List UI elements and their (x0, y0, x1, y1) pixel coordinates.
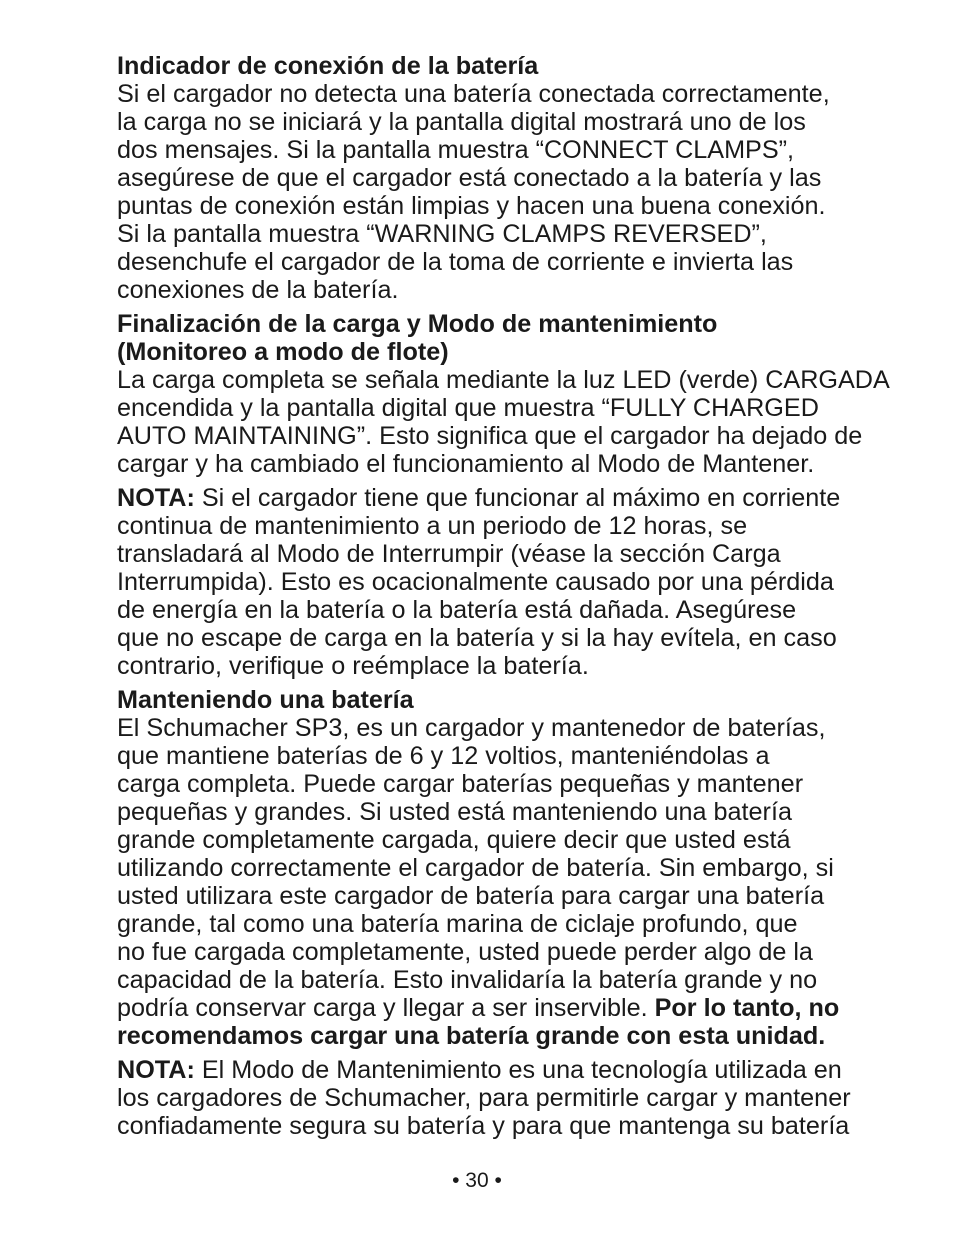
paragraph-line: utilizando correctamente el cargador de batería. Sin embargo, si (117, 854, 834, 882)
section-heading: Indicador de conexión de la batería (117, 52, 539, 80)
paragraph-line: que no escape de carga en la batería y si la hay evítela, en caso (117, 624, 837, 652)
paragraph-line: que mantiene baterías de 6 y 12 voltios, manteniéndolas a (117, 742, 770, 770)
note-first-line (117, 484, 917, 512)
note-maintenance-mode (117, 1056, 917, 1140)
paragraph-line: cargar y ha cambiado el funcionamiento al Modo de Mantener. (117, 450, 815, 478)
paragraph-line: no fue cargada completamente, usted puede perder algo de la (117, 938, 813, 966)
note-interrupt-mode (117, 484, 917, 680)
paragraph-line: los cargadores de Schumacher, para permitirle cargar y mantener (117, 1084, 851, 1112)
paragraph-line: pequeñas y grandes. Si usted está manteniendo una batería (117, 798, 792, 826)
paragraph-line: El Schumacher SP3, es un cargador y mantenedor de baterías, (117, 714, 826, 742)
note-text: El Modo de Mantenimiento es una tecnología utilizada en (194, 1056, 842, 1084)
paragraph-line: puntas de conexión están limpias y hacen una buena conexión. (117, 192, 826, 220)
paragraph-line: grande completamente cargada, quiere decir que usted está (117, 826, 791, 854)
paragraph-line: Interrumpida). Esto es ocacionalmente causado por una pérdida (117, 568, 834, 596)
paragraph-line: confiadamente segura su batería y para que mantenga su batería (117, 1112, 850, 1140)
paragraph-line: de energía en la batería o la batería está dañada. Asegúrese (117, 596, 797, 624)
paragraph-line: continua de mantenimiento a un periodo de 12 horas, se (117, 512, 748, 540)
paragraph-line: transladará al Modo de Interrumpir (véase la sección Carga (117, 540, 781, 568)
paragraph-line: carga completa. Puede cargar baterías pequeñas y mantener (117, 770, 804, 798)
section-maintaining-battery (117, 686, 917, 1050)
paragraph-line: contrario, verifique o reémplace la batería. (117, 652, 589, 680)
section-battery-connection (117, 52, 917, 304)
paragraph-line: dos mensajes. Si la pantalla muestra “CONNECT CLAMPS”, (117, 136, 795, 164)
bold-warning-line: recomendamos cargar una batería grande con esta unidad. (117, 1022, 826, 1050)
paragraph-line: conexiones de la batería. (117, 276, 399, 304)
paragraph-line: desenchufe el cargador de la toma de corriente e invierta las (117, 248, 794, 276)
document-page (117, 52, 917, 1140)
normal-text: podría conservar carga y llegar a ser inservible. (117, 994, 655, 1022)
bold-warning-text: Por lo tanto, no (654, 994, 840, 1022)
note-label: NOTA: (117, 484, 195, 512)
page-number: • 30 • (452, 1169, 502, 1192)
paragraph-line: encendida y la pantalla digital que muestra “FULLY CHARGED (117, 394, 819, 422)
note-first-line (117, 1056, 917, 1084)
section-subheading: (Monitoreo a modo de flote) (117, 338, 449, 366)
paragraph-line: usted utilizara este cargador de batería para cargar una batería (117, 882, 825, 910)
note-label: NOTA: (117, 1056, 195, 1084)
section-charge-completion (117, 310, 917, 478)
section-heading: Manteniendo una batería (117, 686, 414, 714)
paragraph-line-mixed (117, 994, 917, 1022)
section-heading: Finalización de la carga y Modo de mantenimiento (117, 310, 718, 338)
paragraph-line: Si el cargador no detecta una batería conectada correctamente, (117, 80, 830, 108)
paragraph-line: asegúrese de que el cargador está conectado a la batería y las (117, 164, 822, 192)
paragraph-line: la carga no se iniciará y la pantalla digital mostrará uno de los (117, 108, 806, 136)
note-text: Si el cargador tiene que funcionar al máximo en corriente (194, 484, 841, 512)
paragraph-line: grande, tal como una batería marina de ciclaje profundo, que (117, 910, 798, 938)
paragraph-line: Si la pantalla muestra “WARNING CLAMPS REVERSED”, (117, 220, 767, 248)
paragraph-line: AUTO MAINTAINING”. Esto significa que el cargador ha dejado de (117, 422, 863, 450)
paragraph-line: La carga completa se señala mediante la luz LED (verde) CARGADA (117, 366, 890, 394)
paragraph-line: capacidad de la batería. Esto invalidaría la batería grande y no (117, 966, 818, 994)
